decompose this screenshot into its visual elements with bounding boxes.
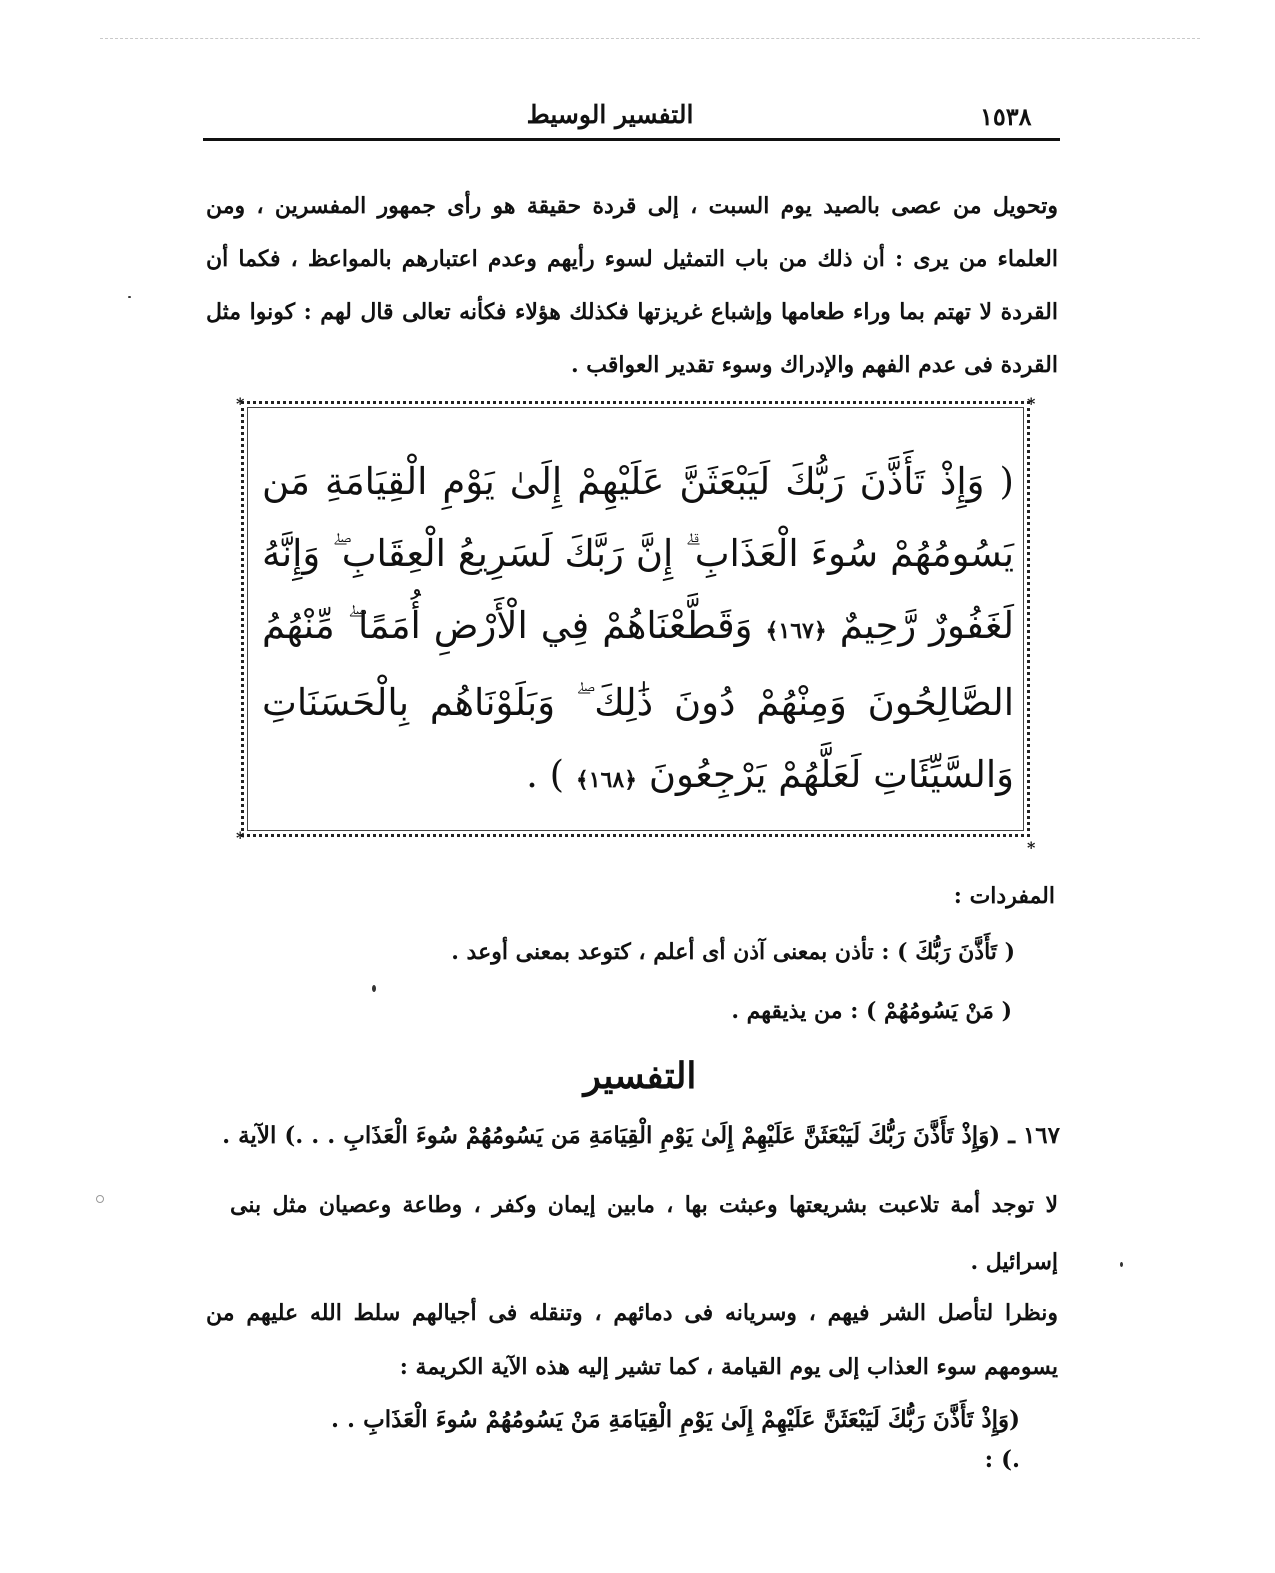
verse-closing: ) . [526,753,565,796]
tafsir-paragraph: ونظرا لتأصل الشر فيهم ، وسريانه فى دمائهم ، وتنقله فى أجيالهم سلط الله عليهم من يسومهم سوء العذاب إلى يوم القيامة ، كما تشير إليه هذه الآية الكريمة : [206,1300,1058,1380]
ayah-number-168: ﴿١٦٨﴾ [575,767,638,793]
scan-speck [128,296,131,298]
tafsir-heading: التفسير [583,1055,697,1097]
scan-speck [372,985,376,992]
quran-verse-text [262,446,1014,816]
verse-reference: (وَإِذْ تَأَذَّنَ رَبُّكَ لَيَبْعَثَنَّ عَلَيْهِمْ إِلَىٰ يَوْمِ الْقِيَامَةِ مَنْ يَسُومُهُمْ سُوءَ الْعَذَابِ . . .) : [331,1406,1020,1473]
verse-part-167: ( وَإِذْ تَأَذَّنَ رَبُّكَ لَيَبْعَثَنَّ عَلَيْهِمْ إِلَىٰ يَوْمِ الْقِيَامَةِ مَن يَسُومُهُمْ سُوءَ الْعَذَابِ ۗ إِنَّ رَبَّكَ لَسَرِيعُ الْعِقَابِ ۖ وَإِنَّهُ لَغَفُورٌ رَّحِيمٌ [262,460,1015,647]
scan-edge-dashes [100,38,1200,39]
intro-paragraph: وتحويل من عصى بالصيد يوم السبت ، إلى قردة حقيقة هو رأى جمهور المفسرين ، ومن العلماء من يرى : أن ذلك من باب التمثيل لسوء رأيهم وعدم اعتبارهم بالمواعظ ، فكما أن القردة لا تهتم بما وراء طعامها وإشباع غريزتها فكذلك هؤلاء فكأنه تعالى قال لهم : كونوا مثل القردة فى عدم الفهم والإدراك وسوء تقدير العواقب . [206,193,1058,378]
vocabulary-item: ( مَنْ يَسُومُهُمْ ) : من يذيقهم . [731,998,1012,1024]
frame-corner-star: * [236,828,245,847]
vocabulary-heading: المفردات : [953,883,1055,909]
scan-speck [1120,1262,1123,1267]
tafsir-paragraph: لا توجد أمة تلاعبت بشريعتها وعبثت بها ، مابين إيمان وكفر ، وطاعة وعصيان مثل بنى إسرائيل . [230,1192,1058,1275]
frame-corner-star: * [236,394,245,413]
page-number: ١٥٣٨ [980,102,1032,131]
vocabulary-item: ( تَأَذَّنَ رَبُّكَ ) : تأذن بمعنى آذن أى أعلم ، كتوعد بمعنى أوعد . [451,939,1015,965]
verse-part-168: وَقَطَّعْنَاهُمْ فِي الْأَرْضِ أُمَمًا ۖ مِّنْهُمُ الصَّالِحُونَ وَمِنْهُمْ دُونَ ذَٰلِكَ ۖ وَبَلَوْنَاهُم بِالْحَسَنَاتِ وَالسَّيِّئَاتِ لَعَلَّهُمْ يَرْجِعُونَ [262,604,1014,796]
ayah-number-167: ﴿١٦٧﴾ [765,618,827,644]
running-header-title: التفسير الوسيط [526,100,694,129]
scan-speck [96,1195,104,1203]
header-rule [203,138,1060,141]
verse-reference: ١٦٧ ـ (وَإِذْ تَأَذَّنَ رَبُّكَ لَيَبْعَثَنَّ عَلَيْهِمْ إِلَىٰ يَوْمِ الْقِيَامَةِ مَن يَسُومُهُمْ سُوءَ الْعَذَابِ . . .) الآية . [222,1122,1060,1149]
frame-corner-star: * [1027,838,1036,857]
frame-corner-star: * [1027,394,1036,413]
